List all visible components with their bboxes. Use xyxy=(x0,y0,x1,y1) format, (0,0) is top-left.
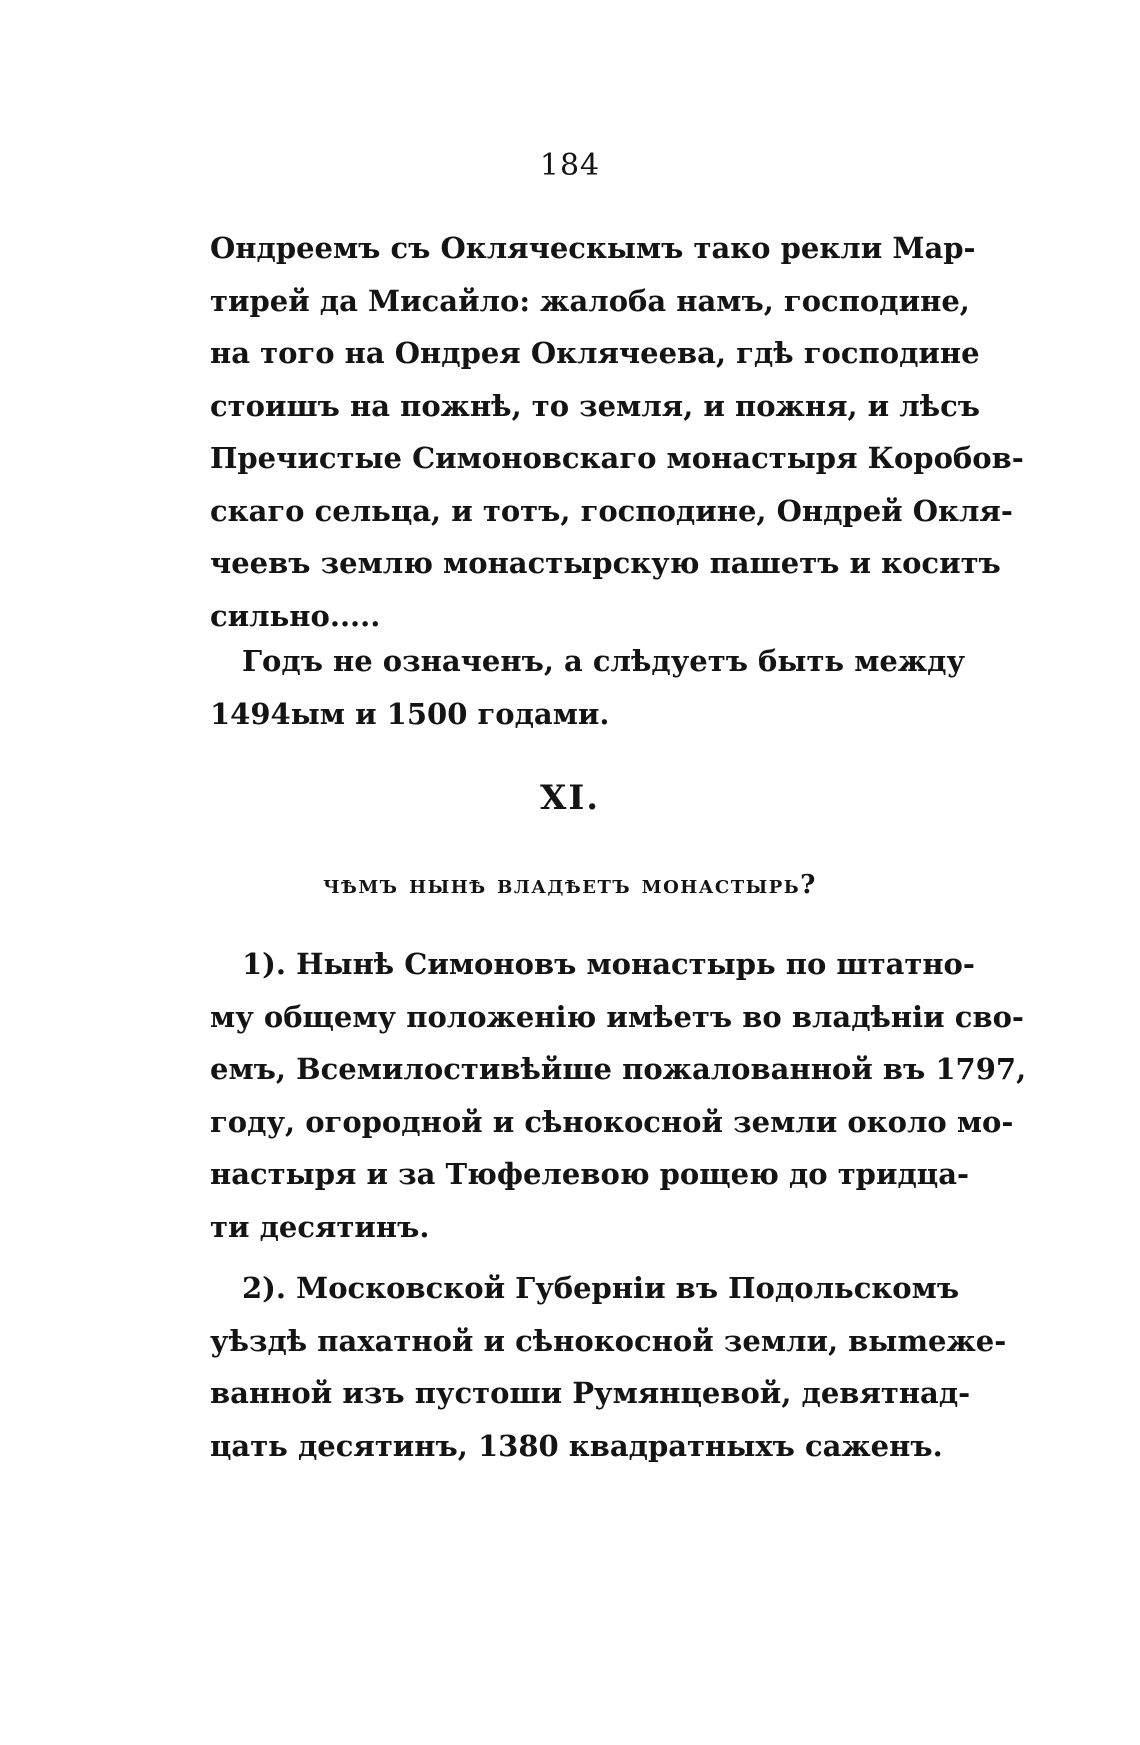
paragraph-3-line: му общему положенію имѣетъ во владѣніи сво- xyxy=(210,999,1024,1034)
paragraph-1-line: Пречистые Симоновскаго монастыря Коробов- xyxy=(210,441,1024,475)
paragraph-4-line: 2). Московской Губерніи въ Подольскомъ xyxy=(242,1271,960,1305)
section-title: чѣмъ нынѣ владѣетъ монастырь? xyxy=(323,870,817,900)
paragraph-4-line: ванной изъ пустоши Румянцевой, девятнад- xyxy=(210,1376,971,1410)
paragraph-1 xyxy=(210,222,1024,642)
paragraph-3 xyxy=(210,938,1027,1253)
paragraph-1-line: на того на Ондрея Оклячеева, гдѣ господине xyxy=(210,336,980,370)
paragraph-4-line: цать десятинъ, 1380 квадратныхъ саженъ. xyxy=(210,1428,943,1463)
section-number: XI. xyxy=(539,778,601,818)
paragraph-1-line: Ондреемъ съ Окляческымъ тако рекли Мар- xyxy=(210,231,976,265)
paragraph-4-line: уѣздѣ пахатной и сѣнокосной земли, выmeже- xyxy=(210,1323,1007,1358)
paragraph-2-line: 1494ым и 1500 годами. xyxy=(210,696,610,731)
paragraph-4 xyxy=(210,1262,1007,1472)
paragraph-3-line: году, огородной и сѣнокосной земли около мо- xyxy=(210,1104,1014,1139)
paragraph-1-line: стоишъ на пожнѣ, то земля, и пожня, и лѣсъ xyxy=(210,388,981,423)
paragraph-3-line: ти десятинъ. xyxy=(210,1209,430,1244)
paragraph-3-line: настыря и за Тюфелевою рощею до тридца- xyxy=(210,1157,970,1191)
paragraph-2 xyxy=(210,635,966,740)
paragraph-2-line: Годъ не означенъ, а слѣдуетъ быть между xyxy=(242,644,966,678)
paragraph-1-line: чеевъ землю монастырскую пашетъ и коситъ xyxy=(210,546,1001,580)
paragraph-3-line: емъ, Всемилостивѣйше пожалованной въ 1797, xyxy=(210,1052,1027,1086)
paragraph-3-line: 1). Нынѣ Симоновъ монастырь по штатно- xyxy=(242,947,975,981)
paragraph-1-line: сильно..... xyxy=(210,598,381,633)
paragraph-1-line: скаго сельца, и тотъ, господине, Ондрей Окля- xyxy=(210,493,1013,528)
paragraph-1-line: тирей да Мисайло: жалоба намъ, господине, xyxy=(210,283,970,318)
page-number: 184 xyxy=(539,148,601,183)
